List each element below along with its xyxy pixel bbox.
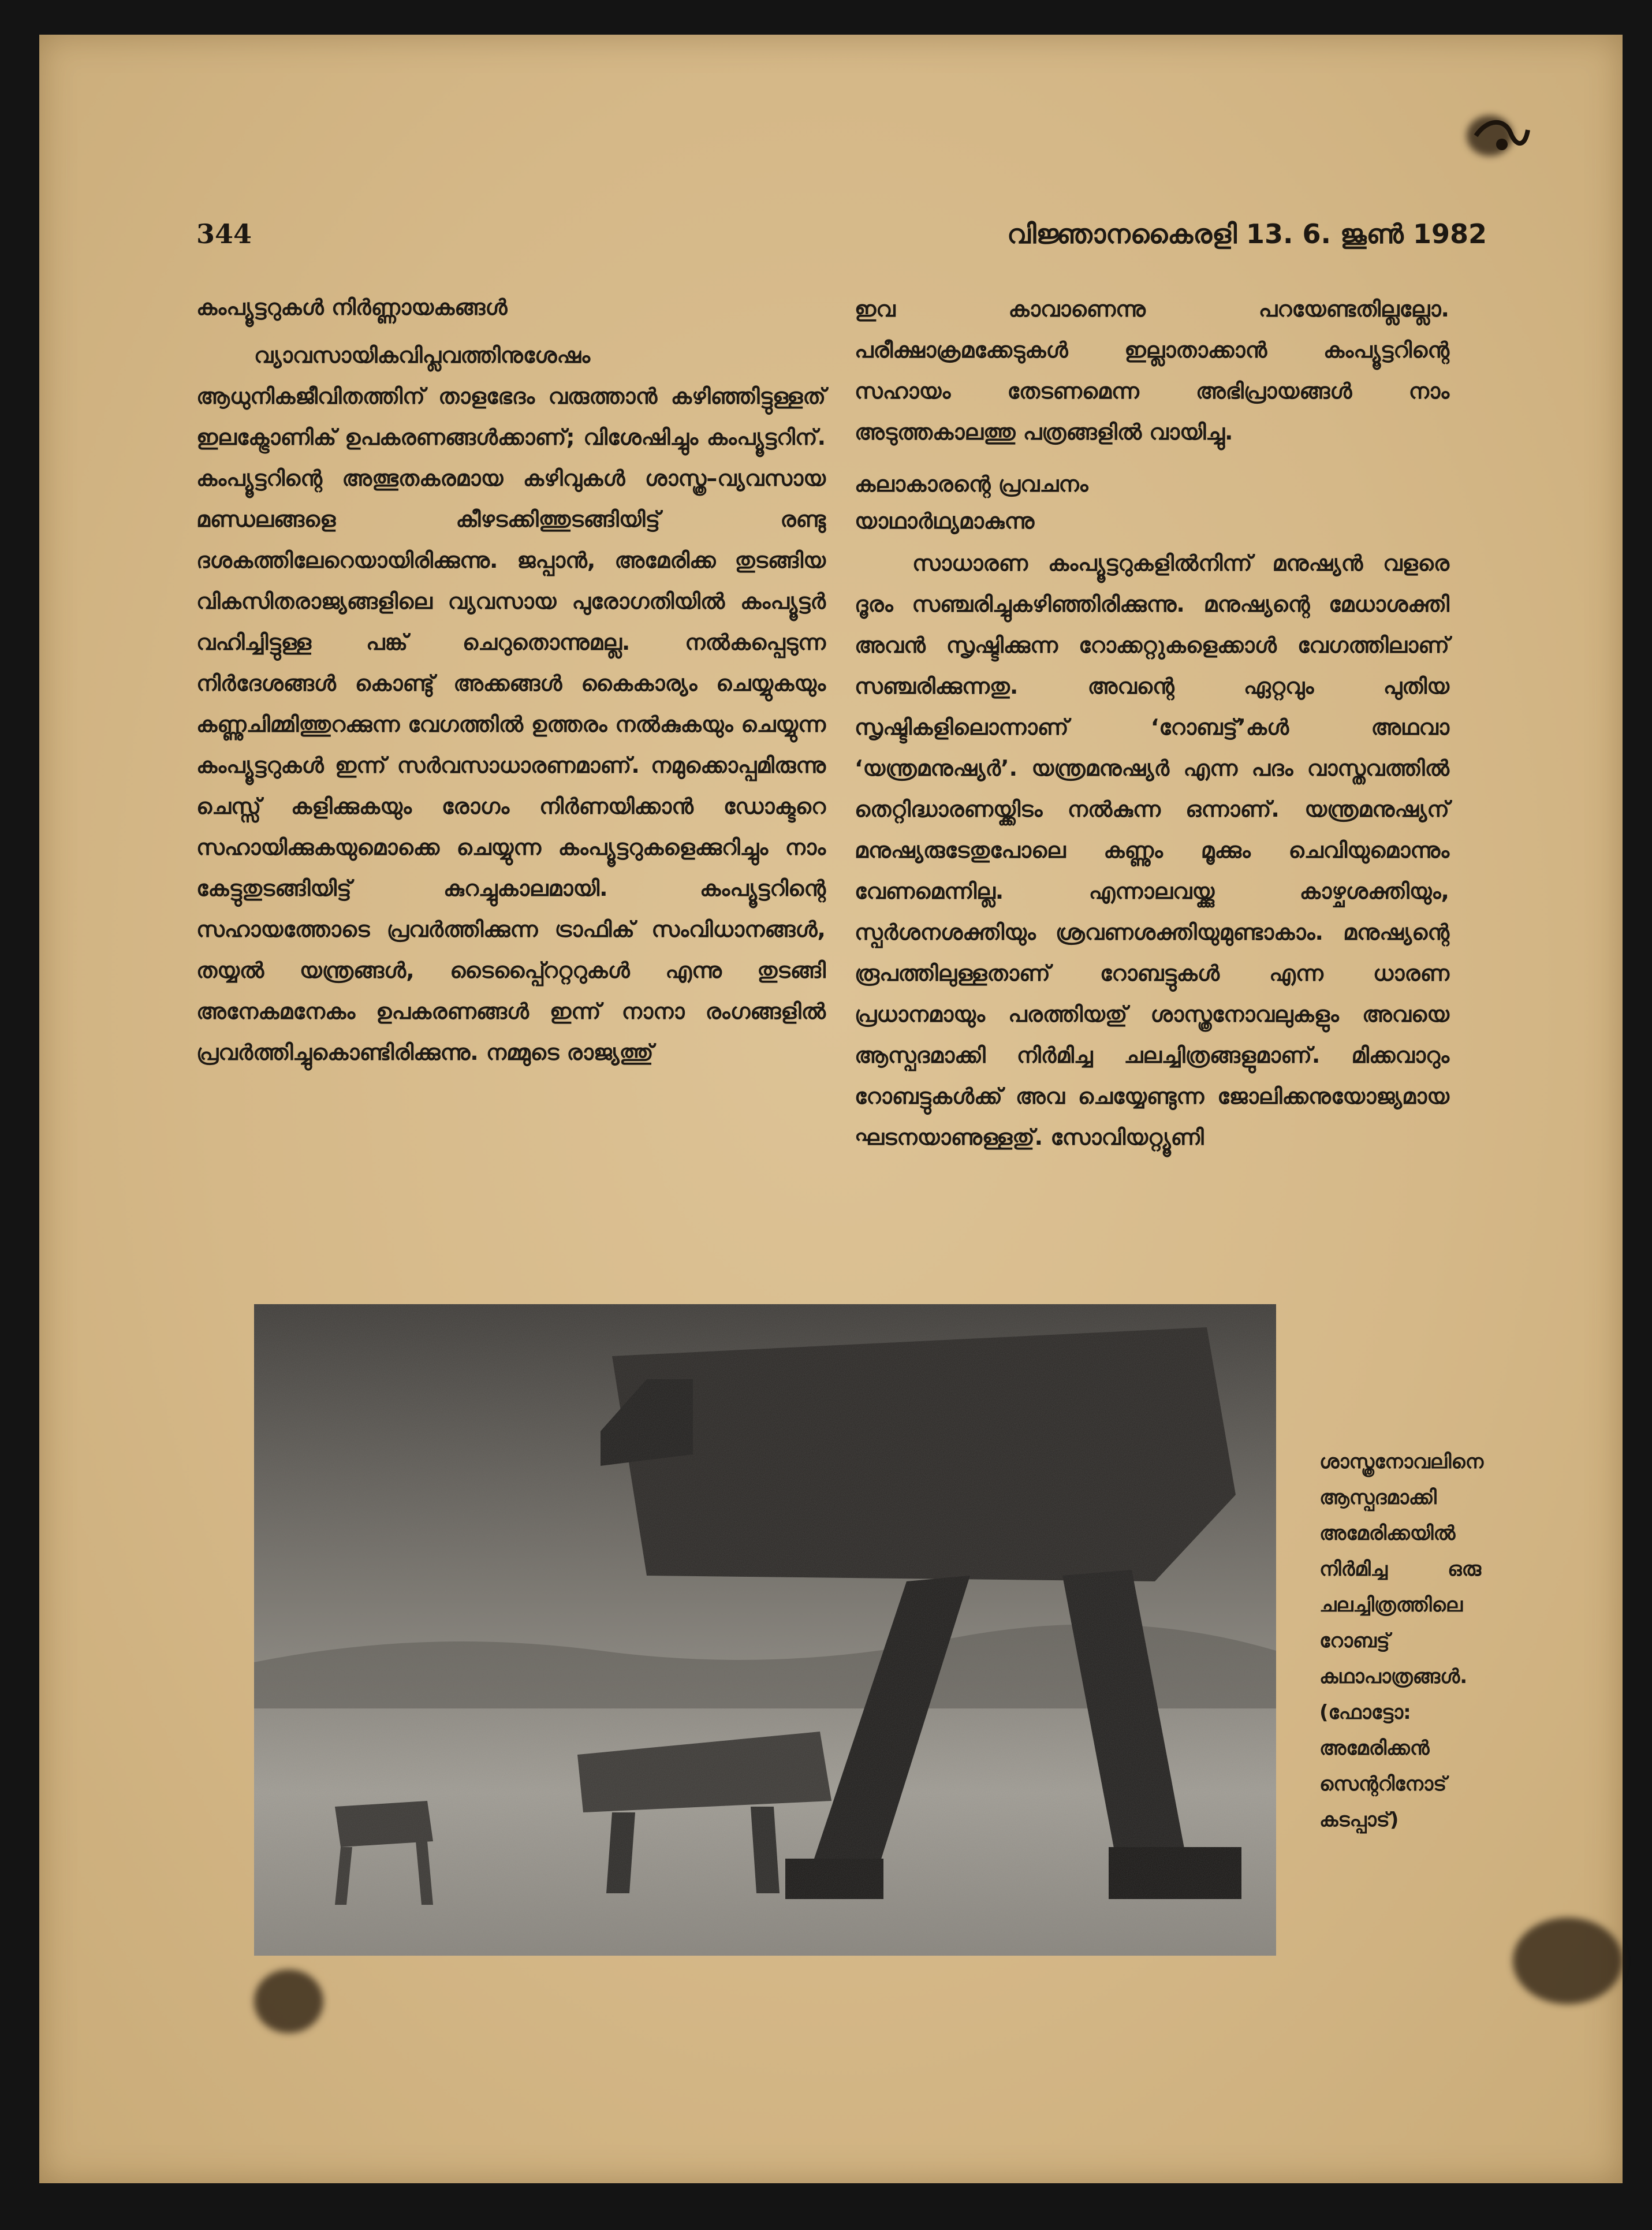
page-number: 344 (196, 218, 252, 250)
photo-caption: ശാസ്ത്രനോവലിനെ ആസ്പദമാക്കി അമേരിക്കയിൽ നിർമിച്ച ഒരു ചലച്ചിത്രത്തിലെ റോബട്ട് കഥാപാത്രങ്ങൾ. (ഫോട്ടോ: അമേരിക്കൻ സെന്ററിനോട് കടപ്പാട്) (1319, 1450, 1484, 1831)
right-lead-paragraph: ഇവ കാവാണെന്നു പറയേണ്ടതില്ലല്ലോ. പരീക്ഷാക്രമക്കേടുകൾ ഇല്ലാതാക്കാൻ കംപ്യൂട്ടറിന്റെ സഹായം തേടണമെന്ന അഭിപ്രായങ്ങൾ നാം അടുത്തകാലത്തു പത്രങ്ങളിൽ വായിച്ചു. (855, 296, 1449, 445)
robot-walkers-image (254, 1304, 1276, 1956)
right-paragraph: സാധാരണ കംപ്യൂട്ടറുകളിൽനിന്ന് മനുഷ്യൻ വളരെ ദൂരം സഞ്ചരിച്ചുകഴിഞ്ഞിരിക്കുന്നു. മനുഷ്യന്റെ മേധാശക്തി അവൻ സൃഷ്ടിക്കുന്ന റോക്കറ്റുകളെക്കാൾ വേഗത്തിലാണ് സഞ്ചരിക്കുന്നതു. അവന്റെ ഏറ്റവും പുതിയ സൃഷ്ടികളിലൊന്നാണ് ‘റോബട്ട്’കൾ അഥവാ ‘യന്ത്രമനുഷ്യർ’. യന്ത്രമനുഷ്യർ എന്ന പദം വാസ്തവത്തിൽ തെറ്റിദ്ധാരണയ്ക്കിടം നൽകുന്ന ഒന്നാണ്. യന്ത്രമനുഷ്യന് മനുഷ്യരുടേതുപോലെ കണ്ണും മൂക്കും ചെവിയുമൊന്നും വേണമെന്നില്ല. എന്നാലവയ്ക്കു കാഴ്ചശക്തിയും, സ്പർശനശക്തിയും ശ്രവണശക്തിയുമുണ്ടാകാം. മനുഷ്യന്റെ രൂപത്തിലുള്ളതാണ് റോബട്ടുകൾ എന്ന ധാരണ പ്രധാനമായും പരത്തിയതു് ശാസ്ത്രനോവലുകളും അവയെ ആസ്പദമാക്കി നിർമിച്ച ചലച്ചിത്രങ്ങളുമാണ്. മിക്കവാറും റോബട്ടുകൾക്ക് അവ ചെയ്യേണ്ടുന്ന ജോലിക്കനുയോജ്യമായ ഘടനയാണുള്ളതു്. സോവിയറ്റ്യൂണി (855, 550, 1449, 1150)
handwritten-mark-icon (1470, 113, 1534, 159)
running-head: വിജ്ഞാനകൈരളി 13. 6. ജൂൺ 1982 (1007, 218, 1487, 250)
subheading-line-2: യാഥാർഥ്യമാകുന്നു (855, 508, 1035, 534)
article-heading: കംപ്യൂട്ടറുകൾ നിർണ്ണായകങ്ങൾ (196, 295, 508, 320)
section-subheading (855, 466, 1449, 539)
subheading-line-1: കലാകാരന്റെ പ്രവചനം (855, 471, 1088, 497)
left-paragraph: വ്യാവസായികവിപ്ലവത്തിനുശേഷം ആധുനികജീവിതത്തിന് താളഭേദം വരുത്താൻ കഴിഞ്ഞിട്ടുള്ളത് ഇലക്ട്രോണിക് ഉപകരണങ്ങൾക്കാണ്; വിശേഷിച്ചും കംപ്യൂട്ടറിന്. കംപ്യൂട്ടറിന്റെ അത്ഭുതകരമായ കഴിവുകൾ ശാസ്ത്ര–വ്യവസായ മണ്ഡലങ്ങളെ കീഴടക്കിത്തുടങ്ങിയിട്ട് രണ്ടു ദശകത്തിലേറെയായിരിക്കുന്നു. ജപ്പാൻ, അമേരിക്ക തുടങ്ങിയ വികസിതരാജ്യങ്ങളിലെ വ്യവസായ പുരോഗതിയിൽ കംപ്യൂട്ടർ വഹിച്ചിട്ടുള്ള പങ്ക് ചെറുതൊന്നുമല്ല. നൽകപ്പെടുന്ന നിർദേശങ്ങൾ കൊണ്ടു് അക്കങ്ങൾ കൈകാര്യം ചെയ്യുകയും കണ്ണുചിമ്മിത്തുറക്കുന്ന വേഗത്തിൽ ഉത്തരം നൽകുകയും ചെയ്യുന്ന കംപ്യൂട്ടറുകൾ ഇന്ന് സർവസാധാരണമാണ്. നമുക്കൊപ്പമിരുന്നു ചെസ്സ് കളിക്കുകയും രോഗം നിർണയിക്കാൻ ഡോക്ടറെ സഹായിക്കുകയുമൊക്കെ ചെയ്യുന്ന കംപ്യൂട്ടറുകളെക്കുറിച്ചും നാം കേട്ടുതുടങ്ങിയിട്ട് കുറച്ചുകാലമായി. കംപ്യൂട്ടറിന്റെ സഹായത്തോടെ പ്രവർത്തിക്കുന്ന ട്രാഫിക് സംവിധാനങ്ങൾ, തയ്യൽ യന്ത്രങ്ങൾ, ടൈപ്പ്റൈറ്ററുകൾ എന്നു തുടങ്ങി അനേകമനേകം ഉപകരണങ്ങൾ ഇന്ന് നാനാ രംഗങ്ങളിൽ പ്രവർത്തിച്ചുകൊണ്ടിരിക്കുന്നു. നമ്മുടെ രാജ്യത്തു് (196, 342, 826, 1065)
ink-stain-bottom-right (1513, 1918, 1623, 2004)
ink-stain-bottom-left (254, 1970, 323, 2033)
right-column (855, 289, 1449, 1158)
film-still-photo (254, 1304, 1276, 1956)
left-column (196, 289, 826, 1073)
